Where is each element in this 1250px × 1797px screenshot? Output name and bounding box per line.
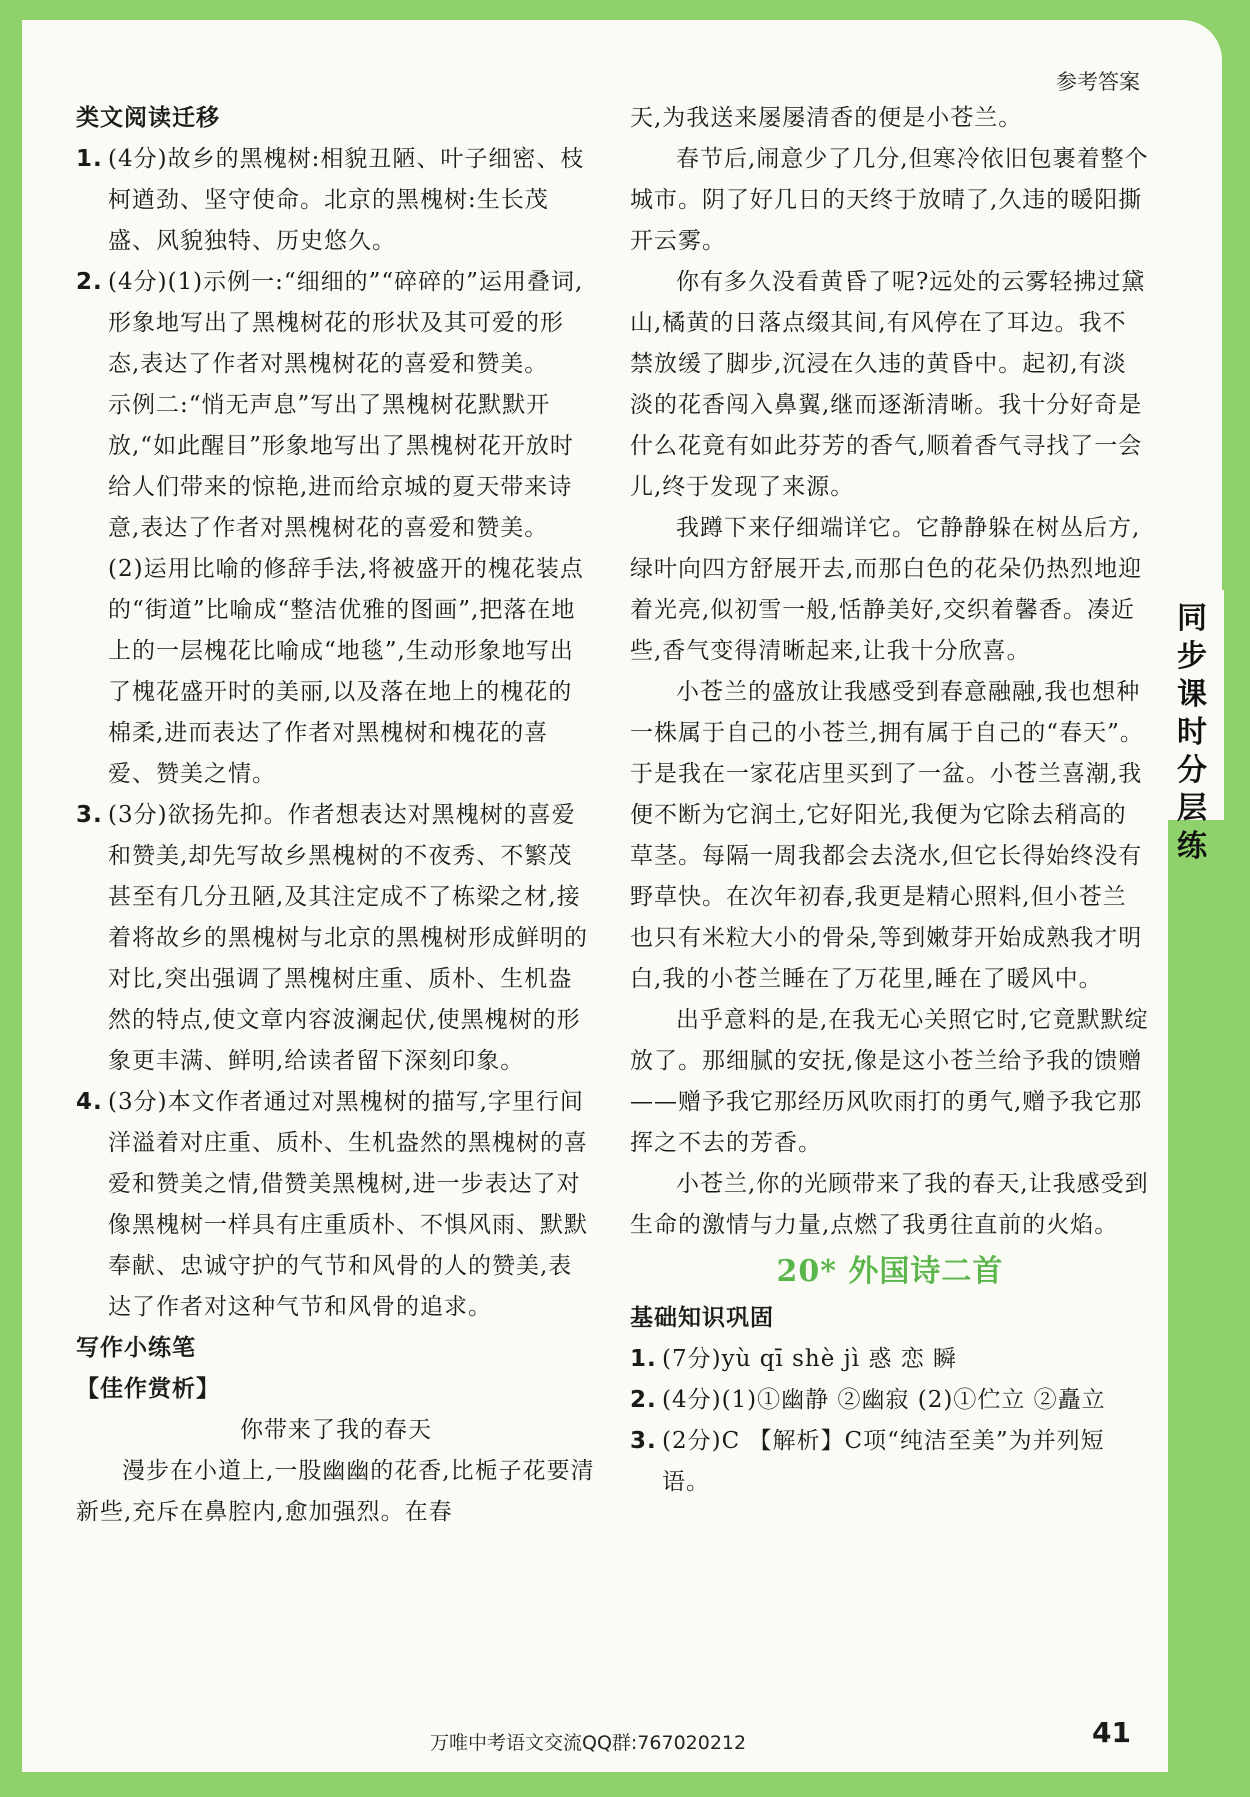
left-column xyxy=(76,98,596,1533)
answer-item xyxy=(630,1339,1150,1380)
answer-text: (7分)yù qī shè jì 惑 恋 瞬 xyxy=(662,1346,958,1372)
item-number: 1. xyxy=(630,1346,657,1372)
essay-title: 你带来了我的春天 xyxy=(240,1417,432,1443)
answer-text: (3分)欲扬先抑。作者想表达对黑槐树的喜爱和赞美,却先写故乡黑槐树的不夜秀、不繁茂甚至有几分丑陋,及其注定成不了栋梁之材,接着将故乡的黑槐树与北京的黑槐树形成鲜明的对比,突出强调了黑槐树庄重、质朴、生机盎然的特点,使文章内容波澜起伏,使黑槐树的形象更丰满、鲜明,给读者留下深刻印象。 xyxy=(108,802,588,1074)
essay-paragraph: 你有多久没看黄昏了呢?远处的云雾轻拂过黛山,橘黄的日落点缀其间,有风停在了耳边。我不禁放缓了脚步,沉浸在久违的黄昏中。起初,有淡淡的花香闯入鼻翼,继而逐渐清晰。我十分好奇是什么花竟有如此芬芳的香气,顺着香气寻找了一会儿,终于发现了来源。 xyxy=(630,269,1146,500)
answer-item xyxy=(630,1421,1150,1503)
answer-item xyxy=(76,795,596,1082)
answer-item xyxy=(76,139,596,262)
answer-item xyxy=(630,1380,1150,1421)
item-number: 2. xyxy=(76,269,103,295)
essay-paragraph: 小苍兰的盛放让我感受到春意融融,我也想种一株属于自己的小苍兰,拥有属于自己的“春天”。于是我在一家花店里买到了一盆。小苍兰喜潮,我便不断为它润土,它好阳光,我便为它除去稍高的草茎。每隔一周我都会去浇水,但它长得始终没有野草快。在次年初春,我更是精心照料,但小苍兰也只有米粒大小的骨朵,等到嫩芽开始成熟我才明白,我的小苍兰睡在了万花里,睡在了暖风中。 xyxy=(630,679,1144,992)
answer-part: (2)运用比喻的修辞手法,将被盛开的槐花装点的“街道”比喻成“整洁优雅的图画”,把落在地上的一层槐花比喻成“地毯”,生动形象地写出了槐花盛开时的美丽,以及落在地上的槐花的棉柔,进而表达了作者对黑槐树和槐花的喜爱、赞美之情。 xyxy=(108,556,584,787)
left-border xyxy=(0,0,22,1797)
answer-item xyxy=(76,1082,596,1328)
section-heading: 类文阅读迁移 xyxy=(76,105,220,131)
side-tab-label: 同步课时分层练 xyxy=(1177,601,1207,864)
sample-label: 【佳作赏析】 xyxy=(76,1376,220,1402)
essay-paragraph: 天,为我送来屡屡清香的便是小苍兰。 xyxy=(630,105,1023,131)
section-label: 参考答案 xyxy=(1056,70,1140,94)
answer-text: (2分)C 【解析】C项“纯洁至美”为并列短语。 xyxy=(662,1428,1105,1495)
bottom-border xyxy=(0,1772,1250,1797)
item-number: 4. xyxy=(76,1089,103,1115)
essay-paragraph: 小苍兰,你的光顾带来了我的春天,让我感受到生命的激情与力量,点燃了我勇往直前的火焰。 xyxy=(630,1171,1149,1238)
item-number: 3. xyxy=(76,802,103,828)
answer-text: (4分)(1)①幽静 ②幽寂 (2)①伫立 ②矗立 xyxy=(662,1387,1106,1413)
essay-paragraph: 漫步在小道上,一股幽幽的花香,比栀子花要清新些,充斥在鼻腔内,愈加强烈。在春 xyxy=(76,1458,595,1525)
answer-text: (4分)故乡的黑槐树:相貌丑陋、叶子细密、枝柯遒劲、坚守使命。北京的黑槐树:生长茂盛、风貌独特、历史悠久。 xyxy=(108,146,585,254)
answer-item xyxy=(76,262,596,385)
item-number: 1. xyxy=(76,146,103,172)
section-heading: 写作小练笔 xyxy=(76,1335,196,1361)
answer-example: 示例二:“悄无声息”写出了黑槐树花默默开放,“如此醒目”形象地写出了黑槐树花开放时给人们带来的惊艳,进而给京城的夏天带来诗意,表达了作者对黑槐树花的喜爱和赞美。 xyxy=(108,392,574,541)
answer-text: (4分)(1)示例一:“细细的”“碎碎的”运用叠词,形象地写出了黑槐树花的形状及其可爱的形态,表达了作者对黑槐树花的喜爱和赞美。 xyxy=(108,269,584,377)
item-number: 3. xyxy=(630,1428,657,1454)
answer-text: (3分)本文作者通过对黑槐树的描写,字里行间洋溢着对庄重、质朴、生机盎然的黑槐树的喜爱和赞美之情,借赞美黑槐树,进一步表达了对像黑槐树一样具有庄重质朴、不惧风雨、默默奉献、忠诚守护的气节和风骨的人的赞美,表达了作者对这种气节和风骨的追求。 xyxy=(108,1089,588,1320)
essay-paragraph: 我蹲下来仔细端详它。它静静躲在树丛后方,绿叶向四方舒展开去,而那白色的花朵仍热烈地迎着光亮,似初雪一般,恬静美好,交织着馨香。凑近些,香气变得清晰起来,让我十分欣喜。 xyxy=(630,515,1143,664)
essay-paragraph: 出乎意料的是,在我无心关照它时,它竟默默绽放了。那细腻的安抚,像是这小苍兰给予我的馈赠——赠予我它那经历风吹雨打的勇气,赠予我它那挥之不去的芳香。 xyxy=(630,1007,1149,1156)
lesson-title: 20* 外国诗二首 xyxy=(776,1254,1004,1289)
item-number: 2. xyxy=(630,1387,657,1413)
right-column xyxy=(630,98,1150,1503)
essay-paragraph: 春节后,闹意少了几分,但寒冷依旧包裹着整个城市。阴了好几日的天终于放晴了,久违的暖阳撕开云雾。 xyxy=(630,146,1149,254)
section-heading: 基础知识巩固 xyxy=(630,1305,774,1331)
page-number: 41 xyxy=(1092,1716,1131,1749)
footer-text: 万唯中考语文交流QQ群:767020212 xyxy=(430,1732,747,1754)
